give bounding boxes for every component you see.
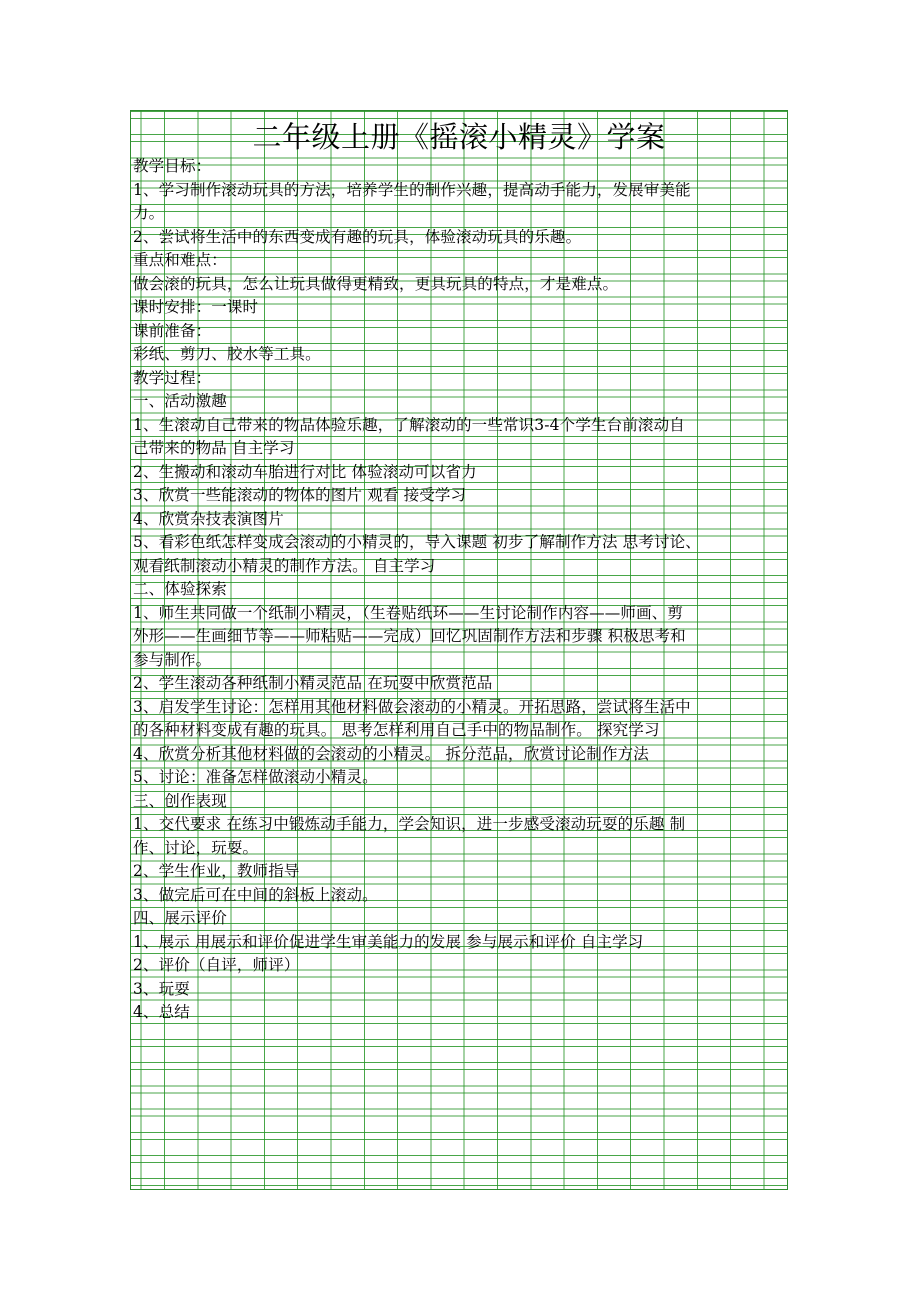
text-line	[133, 813, 793, 837]
text-line	[133, 155, 793, 179]
text-line	[133, 531, 793, 555]
text-line	[133, 931, 793, 955]
text-line-content: 4、欣赏杂技表演图片	[133, 509, 284, 528]
text-line-content: 2、学生滚动各种纸制小精灵范品 在玩耍中欣赏范品	[133, 674, 493, 692]
text-line	[133, 179, 793, 203]
text-line	[133, 296, 793, 320]
text-line-content: 观看纸制滚动小精灵的制作方法。 自主学习	[133, 556, 436, 575]
text-line-content: 己带来的物品 自主学习	[133, 439, 295, 457]
text-line-content: 作、讨论，玩耍。	[133, 838, 259, 857]
text-line-content: 4、欣赏分析其他材料做的会滚动的小精灵。 拆分范品，欣赏讨论制作方法	[133, 744, 649, 763]
text-line-content: 2、评价（自评，师评）	[133, 956, 300, 974]
text-line	[133, 884, 793, 908]
text-line	[133, 484, 793, 508]
text-line	[133, 390, 793, 414]
text-line	[133, 743, 793, 767]
text-line-content: 2、尝试将生活中的东西变成有趣的玩具，体验滚动玩具的乐趣。	[133, 227, 582, 246]
document-title	[131, 119, 787, 155]
text-line	[133, 202, 793, 226]
text-line-content: 1、交代要求 在练习中锻炼动手能力，学会知识，进一步感受滚动玩耍的乐趣 制	[133, 815, 686, 833]
grid-paper-sheet	[130, 110, 788, 1190]
text-line-content: 二、体验探索	[133, 580, 227, 598]
text-line-content: 重点和难点：	[133, 251, 227, 269]
text-line-content: 3、做完后可在中间的斜板上滚动。	[133, 885, 378, 904]
text-line-content: 1、生滚动自己带来的物品体验乐趣，了解滚动的一些常识3-4个学生台前滚动自	[133, 415, 685, 434]
text-line	[133, 343, 793, 367]
text-line	[133, 719, 793, 743]
text-line	[133, 1001, 793, 1025]
text-line	[133, 249, 793, 273]
text-line-content: 4、总结	[133, 1003, 190, 1021]
text-line	[133, 273, 793, 297]
text-line-content: 3、启发学生讨论：怎样用其他材料做会滚动的小精灵。开拓思路，尝试将生活中	[133, 697, 691, 716]
text-line-content: 1、展示 用展示和评价促进学生审美能力的发展 参与展示和评价 自主学习	[133, 932, 644, 951]
text-line-content: 5、看彩色纸怎样变成会滚动的小精灵的，导入课题 初步了解制作方法 思考讨论、	[133, 533, 701, 551]
text-line-content: 一、活动激趣	[133, 392, 227, 410]
text-line-content: 2、学生作业，教师指导	[133, 862, 300, 880]
text-line	[133, 696, 793, 720]
text-line-content: 3、玩耍	[133, 979, 190, 998]
text-line	[133, 954, 793, 978]
text-line-content: 3、欣赏一些能滚动的物体的图片 观看 接受学习	[133, 486, 467, 504]
text-line	[133, 766, 793, 790]
text-line	[133, 367, 793, 391]
text-line-content: 5、讨论：准备怎样做滚动小精灵。	[133, 768, 378, 786]
text-line	[133, 602, 793, 626]
text-line-content: 1、师生共同做一个纸制小精灵，（生卷贴纸环——生讨论制作内容——师画、剪	[133, 603, 684, 622]
text-line-content: 参与制作。	[133, 650, 212, 669]
text-line-content: 力。	[133, 204, 165, 222]
text-line-content: 三、创作表现	[133, 791, 227, 810]
text-line	[133, 226, 793, 250]
text-line	[133, 320, 793, 344]
text-line-content: 四、展示评价	[133, 909, 227, 927]
text-line-content: 外形——生画细节等——师粘贴——完成）回忆巩固制作方法和步骤 积极思考和	[133, 627, 686, 645]
text-line	[133, 625, 793, 649]
text-line	[133, 555, 793, 579]
document-title-text: 二年级上册《摇滚小精灵》学案	[252, 120, 666, 154]
text-line-content: 教学目标：	[133, 157, 212, 175]
text-line	[133, 837, 793, 861]
text-line-content: 课时安排：一课时	[133, 298, 259, 316]
text-line-content: 彩纸、剪刀、胶水等工具。	[133, 345, 321, 363]
text-line	[133, 508, 793, 532]
text-line	[133, 414, 793, 438]
text-line	[133, 978, 793, 1002]
text-line-content: 的各种材料变成有趣的玩具。 思考怎样利用自己手中的物品制作。 探究学习	[133, 721, 660, 739]
text-line	[133, 860, 793, 884]
document-body	[133, 155, 793, 1025]
text-line	[133, 672, 793, 696]
text-line-content: 做会滚的玩具，怎么让玩具做得更精致，更具玩具的特点，才是难点。	[133, 274, 619, 293]
text-line-content: 教学过程：	[133, 368, 212, 387]
text-line-content: 1、学习制作滚动玩具的方法，培养学生的制作兴趣，提高动手能力，发展审美能	[133, 180, 691, 199]
text-line	[133, 790, 793, 814]
text-line	[133, 649, 793, 673]
text-line	[133, 907, 793, 931]
text-line	[133, 437, 793, 461]
text-line-content: 课前准备：	[133, 321, 212, 340]
text-line	[133, 578, 793, 602]
text-line	[133, 461, 793, 485]
text-line-content: 2、生搬动和滚动车胎进行对比 体验滚动可以省力	[133, 462, 477, 481]
